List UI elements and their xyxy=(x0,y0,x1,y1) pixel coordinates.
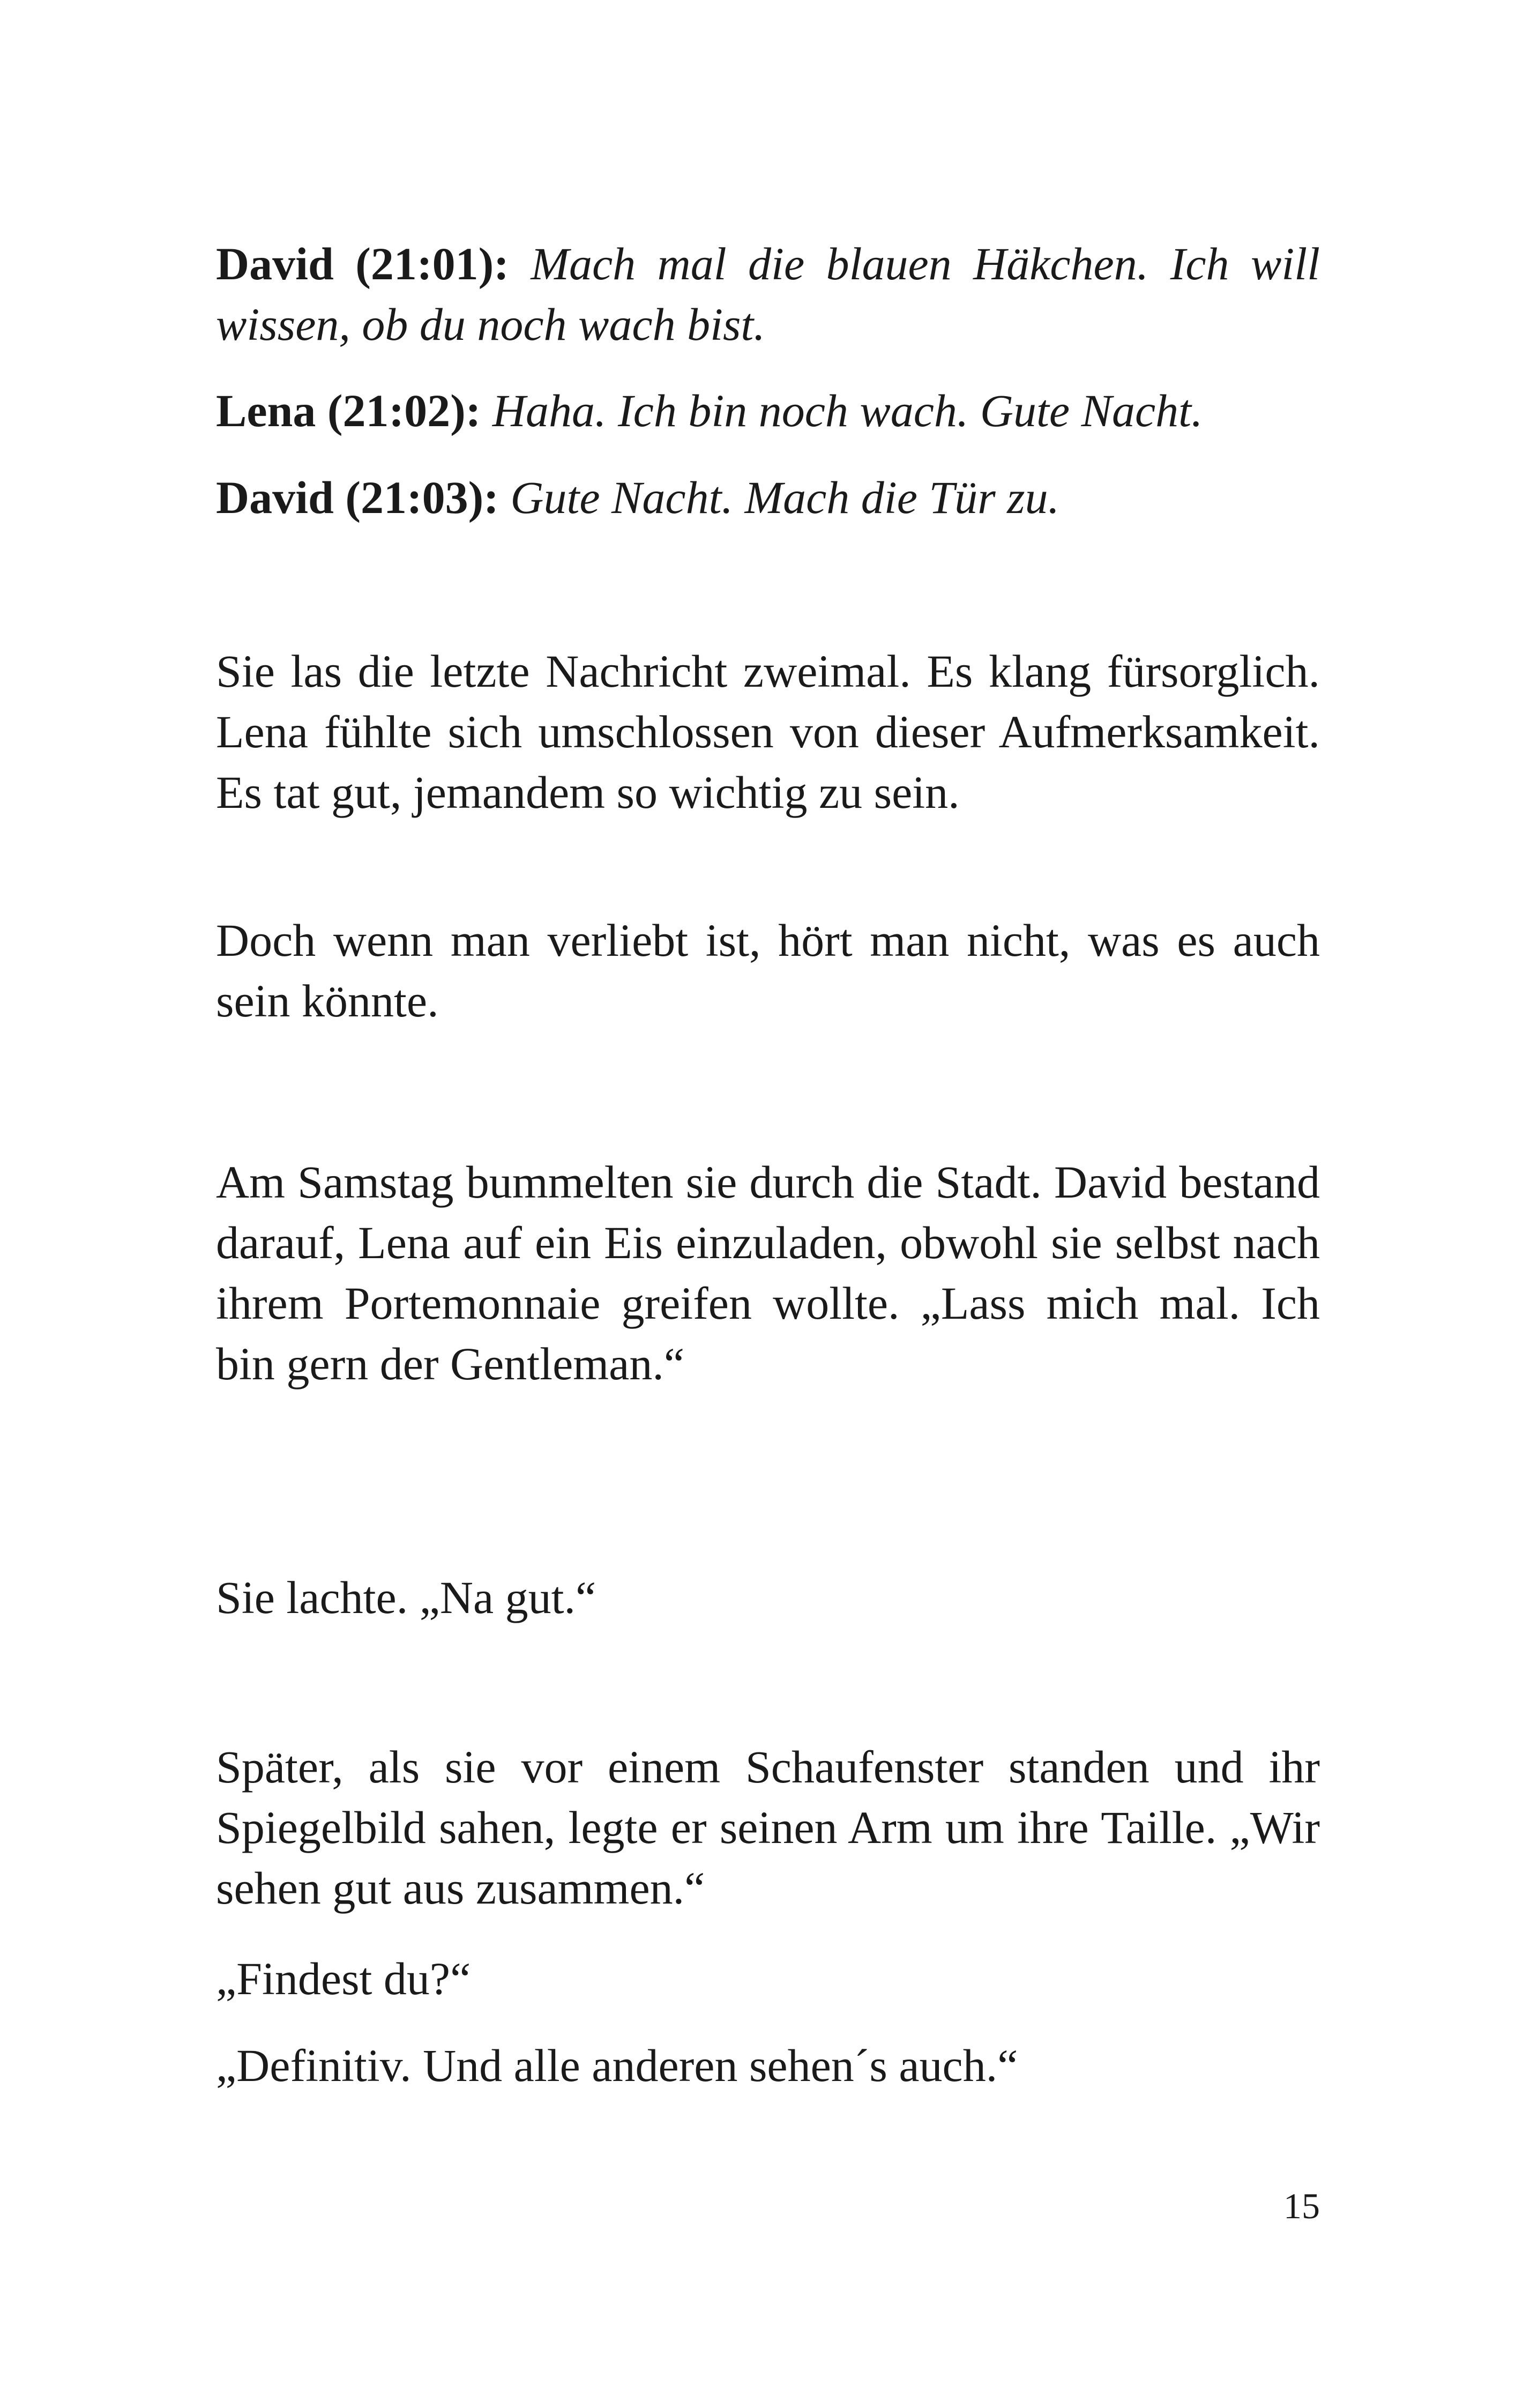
paragraph-text: Doch wenn man verliebt ist, hört man nicht, was es auch sein könnte. xyxy=(216,915,1320,1027)
paragraph-text: Sie las die letzte Nachricht zweimal. Es klang fürsorglich. Lena fühlte sich umschlossen von dieser Aufmerksamkeit. Es tat gut, jemandem so wichtig zu sein. xyxy=(216,645,1320,818)
chat-text: Gute Nacht. Mach die Tür zu. xyxy=(510,472,1060,523)
paragraph-text: Sie lachte. „Na gut.“ xyxy=(216,1572,596,1623)
chat-message-2 xyxy=(216,381,1320,441)
paragraph-7 xyxy=(216,2035,1320,2096)
paragraph-text: Am Samstag bummelten sie durch die Stadt. David bestand darauf, Lena auf ein Eis einzuladen, obwohl sie selbst nach ihrem Portemonnaie greifen wollte. „Lass mich mal. Ich bin gern der Gentleman.“ xyxy=(216,1156,1320,1389)
chat-message-3 xyxy=(216,467,1320,528)
chat-message-1 xyxy=(216,234,1320,355)
paragraph-1 xyxy=(216,641,1320,823)
chat-text: Haha. Ich bin noch wach. Gute Nacht. xyxy=(492,385,1203,436)
chat-speaker: David (21:03): xyxy=(216,472,499,523)
paragraph-4 xyxy=(216,1567,1320,1628)
paragraph-text: „Findest du?“ xyxy=(216,1953,471,2004)
chat-speaker: Lena (21:02): xyxy=(216,385,481,436)
paragraph-text: „Definitiv. Und alle anderen sehen´s auch.“ xyxy=(216,2040,1018,2091)
paragraph-text: Später, als sie vor einem Schaufenster standen und ihr Spiegelbild sahen, legte er seinen Arm um ihre Taille. „Wir sehen gut aus zusammen.“ xyxy=(216,1741,1320,1914)
chat-speaker: David (21:01): xyxy=(216,238,509,289)
chat-text: Mach mal die blauen Häkchen. Ich will wissen, ob du noch wach bist. xyxy=(216,238,1320,350)
paragraph-5 xyxy=(216,1737,1320,1919)
paragraph-3 xyxy=(216,1152,1320,1394)
paragraph-2 xyxy=(216,910,1320,1031)
page-number: 15 xyxy=(1283,2186,1320,2226)
paragraph-6 xyxy=(216,1949,1320,2009)
